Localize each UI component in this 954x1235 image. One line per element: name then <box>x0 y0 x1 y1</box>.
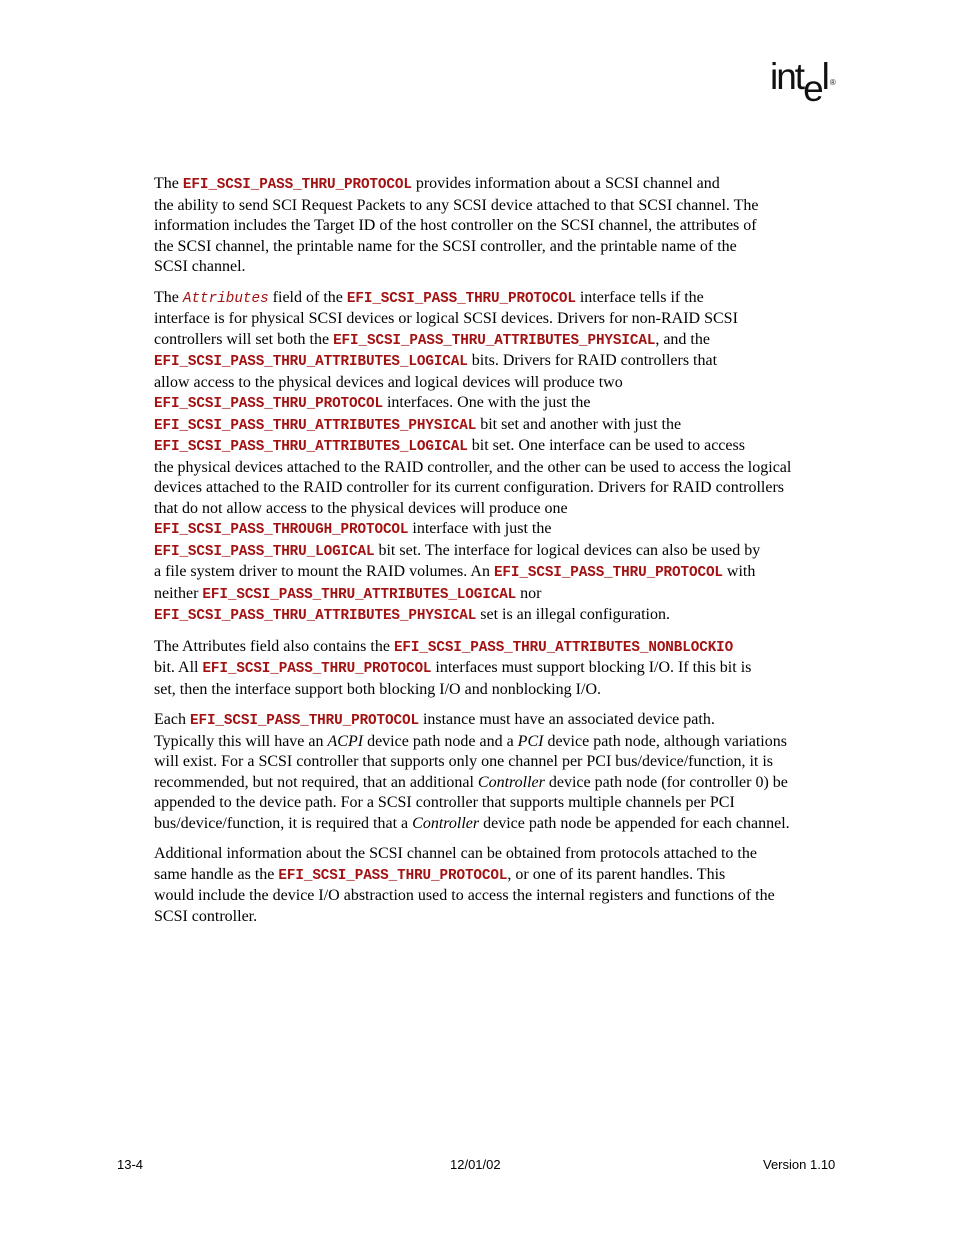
text-run: devices attached to the RAID controller for its current configuration. Drivers for RAID controllers <box>154 479 785 496</box>
text-run: The Attributes field also contains the <box>154 637 394 655</box>
text-run: the physical devices attached to the RAID controller, and the other can be used to access the logical <box>154 458 792 476</box>
text-run: set, then the interface support both blocking I/O and nonblocking I/O. <box>154 680 602 698</box>
text-run: device path node and a <box>363 732 518 750</box>
text-run: Each <box>154 711 190 728</box>
text-run: The <box>154 288 183 306</box>
text-run: bit set. One interface can be used to access <box>467 437 745 454</box>
text-run: device path node, although variations <box>543 732 787 750</box>
code-identifier: EFI_SCSI_PASS_THRU_PROTOCOL <box>182 177 412 193</box>
code-identifier: EFI_SCSI_PASS_THRU_PROTOCOL <box>189 713 419 729</box>
text-run: instance must have an associated device path. <box>418 711 715 728</box>
text-run: , and the <box>655 330 710 348</box>
text-run: interfaces must support blocking I/O. If this bit is <box>431 659 752 676</box>
text-run: interface tells if the <box>575 288 704 306</box>
text-run: recommended, but not required, that an additional <box>154 773 478 791</box>
text-run: the SCSI channel, the printable name for the SCSI controller, and the printable name of the <box>154 237 737 255</box>
code-identifier: EFI_SCSI_PASS_THRU_ATTRIBUTES_NONBLOCKIO <box>393 639 734 656</box>
text-run: device path node be appended for each channel. <box>479 814 790 832</box>
code-identifier: EFI_SCSI_PASS_THRU_PROTOCOL <box>154 396 383 412</box>
text-run: would include the device I/O abstraction used to access the internal registers and functions of the <box>154 887 775 904</box>
text-run: Typically this will have an <box>154 732 328 750</box>
paragraph <box>154 288 844 627</box>
code-field-name: Attributes <box>182 290 269 307</box>
paragraph <box>154 710 844 834</box>
code-identifier: EFI_SCSI_PASS_THRU_ATTRIBUTES_LOGICAL <box>154 439 468 455</box>
text-run: bits. Drivers for RAID controllers that <box>467 352 718 369</box>
text-run: neither <box>154 584 203 602</box>
code-identifier: EFI_SCSI_PASS_THRU_LOGICAL <box>154 543 375 560</box>
code-identifier: EFI_SCSI_PASS_THRU_ATTRIBUTES_LOGICAL <box>154 354 468 370</box>
code-identifier: EFI_SCSI_PASS_THRU_ATTRIBUTES_PHYSICAL <box>154 608 477 624</box>
code-identifier: EFI_SCSI_PASS_THROUGH_PROTOCOL <box>154 522 409 538</box>
text-run: same handle as the <box>154 865 279 883</box>
code-identifier: EFI_SCSI_PASS_THRU_ATTRIBUTES_LOGICAL <box>202 586 517 603</box>
code-identifier: EFI_SCSI_PASS_THRU_PROTOCOL <box>346 290 576 307</box>
intel-logo: intel ® <box>770 56 836 109</box>
page-number: 13-4 <box>117 1157 144 1172</box>
text-run: the ability to send SCI Request Packets to any SCSI device attached to that SCSI channel. The <box>154 196 759 214</box>
code-identifier: EFI_SCSI_PASS_THRU_PROTOCOL <box>202 661 432 677</box>
text-run: device path node (for controller 0) be <box>544 773 788 791</box>
text-run: , or one of its parent handles. This <box>507 865 726 883</box>
text-run: a file system driver to mount the RAID volumes. An <box>154 563 494 580</box>
text-run: information includes the Target ID of the host controller on the SCSI channel, the attributes of <box>154 217 757 234</box>
text-run: bit. All <box>154 659 203 676</box>
text-run: The <box>154 175 183 192</box>
text-run: interface is for physical SCSI devices or logical SCSI devices. Drivers for non-RAID SCSI <box>154 310 738 327</box>
text-run: SCSI channel. <box>154 258 246 275</box>
text-run: SCSI controller. <box>154 907 258 925</box>
text-run: controllers will set both the <box>154 330 334 348</box>
italic-term: ACPI <box>327 732 364 750</box>
footer-version: Version 1.10 <box>763 1157 836 1172</box>
italic-term: Controller <box>412 814 480 832</box>
text-run: with <box>722 563 756 580</box>
text-run: appended to the device path. For a SCSI controller that supports multiple channels per PCI <box>154 794 735 811</box>
text-run: bit set and another with just the <box>476 415 682 433</box>
text-run: that do not allow access to the physical devices will produce one <box>154 499 568 517</box>
code-identifier: EFI_SCSI_PASS_THRU_PROTOCOL <box>493 565 723 581</box>
text-run: bus/device/function, it is required that a <box>154 814 413 832</box>
paragraph <box>154 844 844 927</box>
text-run: will exist. For a SCSI controller that supports only one channel per PCI bus/device/function, it is <box>154 753 774 770</box>
text-run: nor <box>516 584 542 602</box>
text-run: set is an illegal configuration. <box>476 606 670 623</box>
text-run: bit set. The interface for logical devices can also be used by <box>374 541 761 559</box>
italic-term: Controller <box>477 773 545 791</box>
text-run: allow access to the physical devices and logical devices will produce two <box>154 373 623 391</box>
text-run: Additional information about the SCSI channel can be obtained from protocols attached to the <box>154 845 757 862</box>
footer-date: 12/01/02 <box>450 1157 501 1172</box>
document-body <box>154 174 844 937</box>
code-identifier: EFI_SCSI_PASS_THRU_ATTRIBUTES_PHYSICAL <box>333 332 656 349</box>
code-identifier: EFI_SCSI_PASS_THRU_ATTRIBUTES_PHYSICAL <box>154 417 477 434</box>
paragraph <box>154 174 844 278</box>
text-run: field of the <box>268 288 347 306</box>
paragraph <box>154 637 844 701</box>
text-run: provides information about a SCSI channel and <box>411 175 720 192</box>
text-run: interfaces. One with the just the <box>382 394 591 411</box>
italic-term: PCI <box>517 732 544 750</box>
text-run: interface with just the <box>408 520 552 537</box>
code-identifier: EFI_SCSI_PASS_THRU_PROTOCOL <box>278 867 508 884</box>
